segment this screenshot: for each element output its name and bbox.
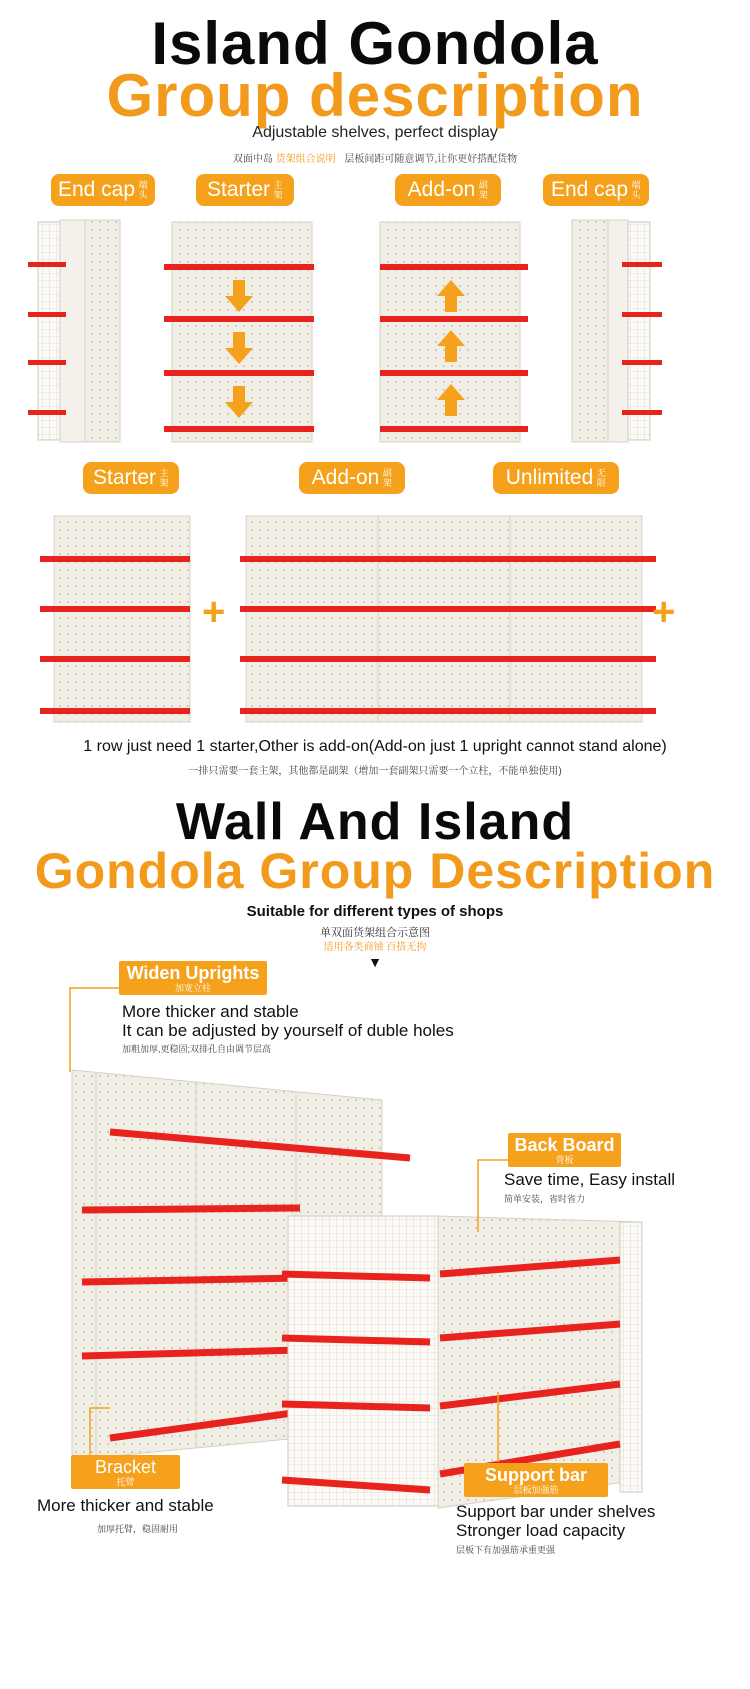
- cn-suffix: 层板间距可随意调节,让你更好搭配货物: [344, 154, 518, 165]
- widen-desc1: More thicker and stable: [122, 1002, 299, 1021]
- back-desc-cn: 简单安装，省时省力: [504, 1194, 586, 1204]
- section1-title-line1: Island Gondola: [151, 10, 599, 77]
- section1-title-line2: Group description: [106, 62, 644, 129]
- callout-en: Back Board: [514, 1135, 615, 1155]
- add-on-rack: [380, 222, 528, 442]
- cn-prefix: 双面中岛: [232, 154, 273, 165]
- callout-support-bar: [464, 1463, 608, 1497]
- widen-desc-cn: 加粗加厚,更稳固;双排孔自由调节层高: [122, 1044, 272, 1054]
- label-cn: 主架: [159, 468, 169, 488]
- bracket-desc-cn: 加厚托臂，稳固耐用: [97, 1524, 179, 1534]
- callout-back-board: [508, 1133, 621, 1167]
- section1-subtitle: Adjustable shelves, perfect display: [252, 124, 498, 141]
- support-desc1: Support bar under shelves: [456, 1502, 656, 1521]
- section2-title-line1: Wall And Island: [175, 793, 575, 851]
- end-cap-right-rack: [572, 220, 662, 442]
- label-en: End cap: [57, 178, 136, 201]
- label-cn: 主架: [273, 180, 283, 200]
- label-add-on-mid: [299, 462, 405, 494]
- add-on-chain-rack: [240, 516, 656, 722]
- callout-cn: 层板加强筋: [513, 1485, 559, 1495]
- label-en: Starter: [92, 466, 157, 489]
- wall-island-illustration: [0, 960, 750, 1530]
- label-cn: 无限: [596, 468, 606, 488]
- plus-sign-2: +: [652, 590, 676, 634]
- widen-desc2: It can be adjusted by yourself of duble holes: [122, 1021, 454, 1040]
- label-en: Add-on: [311, 466, 380, 489]
- down-arrow-icon: ▼: [368, 954, 382, 970]
- callout-en: Bracket: [94, 1457, 157, 1477]
- label-end-cap-right: [543, 174, 649, 206]
- section1-note-en: 1 row just need 1 starter,Other is add-on(Add-on just 1 upright cannot stand alone): [83, 738, 667, 755]
- label-en: Starter: [206, 178, 271, 201]
- label-unlimited: [493, 462, 619, 494]
- section2-cn-line1: 单双面货架组合示意图: [320, 927, 430, 939]
- section2-title-line2: Gondola Group Description: [34, 843, 716, 899]
- label-en: Add-on: [407, 178, 476, 201]
- section1-note-cn: 一排只需要一套主架，其他都是副架（增加一套副架只需要一个立柱，不能单独使用): [188, 766, 562, 777]
- starter-rack: [164, 222, 314, 442]
- support-desc2: Stronger load capacity: [456, 1521, 626, 1540]
- cn-highlight: 货架组合说明: [275, 154, 336, 165]
- mid-rack-row: [0, 510, 750, 730]
- starter-rack-mid: [40, 516, 190, 722]
- callout-bracket: [71, 1455, 180, 1489]
- support-desc-cn: 层板下有加强筋承重更强: [456, 1545, 556, 1555]
- label-add-on-top: [395, 174, 501, 206]
- callout-en: Widen Uprights: [126, 963, 260, 983]
- label-starter-top: [196, 174, 294, 206]
- label-end-cap-left: [51, 174, 155, 206]
- label-cn: 端头: [138, 180, 148, 200]
- section1-cn-caption: [0, 150, 750, 165]
- top-rack-row: [0, 210, 750, 450]
- label-en: Unlimited: [505, 466, 594, 489]
- bracket-desc1: More thicker and stable: [37, 1496, 214, 1515]
- section2-subtitle: Suitable for different types of shops: [246, 903, 504, 920]
- end-cap-left-rack: [28, 220, 120, 442]
- label-cn: 端头: [631, 180, 641, 200]
- label-starter-mid: [83, 462, 179, 494]
- callout-cn: 托臂: [116, 1477, 135, 1487]
- plus-sign-1: +: [202, 590, 226, 634]
- callout-cn: 加宽立柱: [174, 983, 211, 993]
- label-cn: 副架: [382, 468, 392, 488]
- callout-en: Support bar: [485, 1465, 587, 1485]
- callout-cn: 背板: [555, 1155, 574, 1165]
- callout-widen-uprights: [119, 961, 267, 995]
- label-en: End cap: [550, 178, 629, 201]
- label-cn: 副架: [478, 180, 488, 200]
- section2-cn-line2: 适用各类商铺 百搭无拘: [323, 942, 427, 953]
- back-desc1: Save time, Easy install: [504, 1170, 676, 1189]
